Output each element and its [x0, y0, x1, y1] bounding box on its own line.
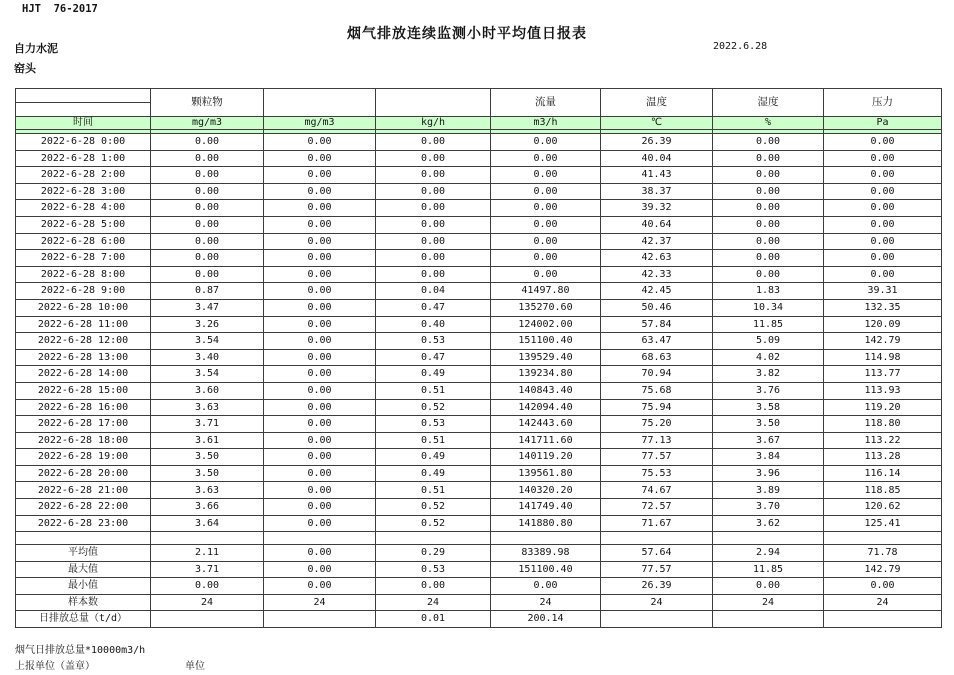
blank-cell: [376, 532, 491, 545]
header-time-lower-cell: [16, 103, 151, 117]
value-cell: 0.00: [264, 283, 376, 300]
value-cell: 0.00: [264, 333, 376, 350]
table-row: [16, 283, 942, 300]
table-row: [16, 366, 942, 383]
table-row: [16, 167, 942, 184]
value-cell: 0.40: [376, 316, 491, 333]
value-cell: 70.94: [601, 366, 713, 383]
value-cell: 3.71: [151, 416, 264, 433]
value-cell: 0.00: [264, 200, 376, 217]
unit-temp: ℃: [601, 117, 713, 130]
value-cell: 3.54: [151, 366, 264, 383]
value-cell: 77.57: [601, 449, 713, 466]
time-cell: 2022-6-28 3:00: [16, 183, 151, 200]
value-cell: 3.96: [713, 465, 824, 482]
value-cell: 0.00: [824, 216, 942, 233]
value-cell: 0.49: [376, 465, 491, 482]
value-cell: 0.00: [491, 150, 601, 167]
value-cell: 3.67: [713, 432, 824, 449]
unit-pm2: mg/m3: [264, 117, 376, 130]
value-cell: 0.00: [264, 515, 376, 532]
value-cell: 41.43: [601, 167, 713, 184]
time-cell: 2022-6-28 11:00: [16, 316, 151, 333]
value-cell: 3.82: [713, 366, 824, 383]
value-cell: 42.37: [601, 233, 713, 250]
table-row: [16, 449, 942, 466]
value-cell: 3.60: [151, 382, 264, 399]
summary-label-cell: 样本数: [16, 594, 151, 611]
time-cell: 2022-6-28 6:00: [16, 233, 151, 250]
value-cell: 113.28: [824, 449, 942, 466]
header-flow: 流量: [491, 89, 601, 117]
value-cell: 50.46: [601, 299, 713, 316]
summary-label-cell: 平均值: [16, 545, 151, 562]
header-blank-2: [376, 89, 491, 117]
value-cell: 0.00: [264, 250, 376, 267]
unit-rate: kg/h: [376, 117, 491, 130]
time-cell: 2022-6-28 10:00: [16, 299, 151, 316]
value-cell: 0.00: [491, 216, 601, 233]
value-cell: 0.00: [713, 167, 824, 184]
summary-value-cell: 0.01: [376, 611, 491, 628]
monitor-location: 窑头: [14, 62, 36, 75]
value-cell: 0.00: [713, 216, 824, 233]
value-cell: 0.00: [376, 266, 491, 283]
time-cell: 2022-6-28 5:00: [16, 216, 151, 233]
summary-value-cell: 0.53: [376, 561, 491, 578]
value-cell: 41497.80: [491, 283, 601, 300]
summary-row: [16, 594, 942, 611]
value-cell: 3.63: [151, 482, 264, 499]
value-cell: 75.53: [601, 465, 713, 482]
value-cell: 4.02: [713, 349, 824, 366]
value-cell: 0.00: [264, 349, 376, 366]
value-cell: 135270.60: [491, 299, 601, 316]
value-cell: 11.85: [713, 316, 824, 333]
report-date: 2022.6.28: [713, 41, 768, 52]
time-cell: 2022-6-28 19:00: [16, 449, 151, 466]
value-cell: 57.84: [601, 316, 713, 333]
value-cell: 0.00: [491, 250, 601, 267]
blank-cell: [264, 532, 376, 545]
value-cell: 75.20: [601, 416, 713, 433]
table-row: [16, 465, 942, 482]
summary-value-cell: 24: [601, 594, 713, 611]
value-cell: 139234.80: [491, 366, 601, 383]
value-cell: 10.34: [713, 299, 824, 316]
value-cell: 3.76: [713, 382, 824, 399]
value-cell: 141711.60: [491, 432, 601, 449]
value-cell: 0.00: [151, 167, 264, 184]
value-cell: 0.52: [376, 499, 491, 516]
value-cell: 0.00: [713, 233, 824, 250]
table-row: [16, 200, 942, 217]
summary-value-cell: 24: [376, 594, 491, 611]
summary-label-cell: 最大值: [16, 561, 151, 578]
company-name: 自力水泥: [14, 42, 58, 55]
table-row: [16, 482, 942, 499]
table-row: [16, 134, 942, 151]
time-cell: 2022-6-28 23:00: [16, 515, 151, 532]
doc-standard-code: HJT 76-2017: [22, 3, 98, 15]
value-cell: 3.89: [713, 482, 824, 499]
value-cell: 0.00: [824, 167, 942, 184]
value-cell: 0.00: [491, 183, 601, 200]
blank-row: [16, 532, 942, 545]
time-cell: 2022-6-28 17:00: [16, 416, 151, 433]
value-cell: 0.00: [491, 134, 601, 151]
value-cell: 0.00: [824, 266, 942, 283]
value-cell: 113.77: [824, 366, 942, 383]
value-cell: 0.00: [151, 183, 264, 200]
value-cell: 3.84: [713, 449, 824, 466]
value-cell: 151100.40: [491, 333, 601, 350]
value-cell: 0.00: [376, 216, 491, 233]
time-cell: 2022-6-28 12:00: [16, 333, 151, 350]
blank-cell: [16, 532, 151, 545]
value-cell: 0.47: [376, 299, 491, 316]
time-cell: 2022-6-28 15:00: [16, 382, 151, 399]
summary-label-cell: 日排放总量（t/d）: [16, 611, 151, 628]
summary-value-cell: 2.11: [151, 545, 264, 562]
value-cell: 0.00: [151, 250, 264, 267]
table-row: [16, 515, 942, 532]
value-cell: 0.00: [264, 449, 376, 466]
table-row: [16, 250, 942, 267]
value-cell: 3.50: [713, 416, 824, 433]
summary-value-cell: 24: [151, 594, 264, 611]
value-cell: 0.00: [713, 200, 824, 217]
value-cell: 142.79: [824, 333, 942, 350]
value-cell: 0.00: [264, 416, 376, 433]
summary-value-cell: 0.29: [376, 545, 491, 562]
value-cell: 77.13: [601, 432, 713, 449]
table-row: [16, 432, 942, 449]
report-table: [15, 88, 942, 628]
value-cell: 120.62: [824, 499, 942, 516]
value-cell: 3.61: [151, 432, 264, 449]
unit-pm: mg/m3: [151, 117, 264, 130]
summary-value-cell: 0.00: [376, 578, 491, 595]
value-cell: 0.00: [151, 233, 264, 250]
value-cell: 0.53: [376, 333, 491, 350]
unit-humidity: %: [713, 117, 824, 130]
time-cell: 2022-6-28 18:00: [16, 432, 151, 449]
value-cell: 0.49: [376, 449, 491, 466]
time-cell: 2022-6-28 13:00: [16, 349, 151, 366]
value-cell: 0.00: [264, 150, 376, 167]
value-cell: 40.04: [601, 150, 713, 167]
value-cell: 114.98: [824, 349, 942, 366]
value-cell: 74.67: [601, 482, 713, 499]
value-cell: 0.00: [824, 250, 942, 267]
value-cell: 0.00: [264, 382, 376, 399]
time-column-label: 时间: [16, 117, 151, 130]
unit-label: 单位: [185, 661, 205, 672]
value-cell: 39.32: [601, 200, 713, 217]
value-cell: 0.00: [376, 200, 491, 217]
value-cell: 0.00: [151, 150, 264, 167]
value-cell: 75.68: [601, 382, 713, 399]
table-row: [16, 416, 942, 433]
summary-value-cell: 83389.98: [491, 545, 601, 562]
summary-row: [16, 578, 942, 595]
value-cell: 140119.20: [491, 449, 601, 466]
value-cell: 0.00: [264, 299, 376, 316]
value-cell: 0.52: [376, 399, 491, 416]
summary-value-cell: 24: [264, 594, 376, 611]
header-time-upper-cell: [16, 89, 151, 103]
time-cell: 2022-6-28 1:00: [16, 150, 151, 167]
value-cell: 63.47: [601, 333, 713, 350]
value-cell: 0.51: [376, 382, 491, 399]
value-cell: 0.00: [824, 183, 942, 200]
time-cell: 2022-6-28 0:00: [16, 134, 151, 151]
value-cell: 118.85: [824, 482, 942, 499]
value-cell: 120.09: [824, 316, 942, 333]
value-cell: 0.00: [264, 183, 376, 200]
value-cell: 0.53: [376, 416, 491, 433]
value-cell: 132.35: [824, 299, 942, 316]
value-cell: 3.50: [151, 465, 264, 482]
value-cell: 118.80: [824, 416, 942, 433]
value-cell: 0.00: [264, 316, 376, 333]
time-cell: 2022-6-28 2:00: [16, 167, 151, 184]
value-cell: 0.00: [151, 134, 264, 151]
value-cell: 0.51: [376, 482, 491, 499]
value-cell: 0.00: [264, 216, 376, 233]
summary-value-cell: [824, 611, 942, 628]
value-cell: 3.54: [151, 333, 264, 350]
summary-value-cell: [264, 611, 376, 628]
header-temperature: 温度: [601, 89, 713, 117]
value-cell: 0.00: [824, 150, 942, 167]
blank-cell: [824, 532, 942, 545]
value-cell: 75.94: [601, 399, 713, 416]
unit-row: [16, 117, 942, 130]
table-row: [16, 183, 942, 200]
summary-value-cell: 151100.40: [491, 561, 601, 578]
value-cell: 0.00: [491, 200, 601, 217]
value-cell: 68.63: [601, 349, 713, 366]
value-cell: 3.58: [713, 399, 824, 416]
time-cell: 2022-6-28 9:00: [16, 283, 151, 300]
value-cell: 0.00: [376, 150, 491, 167]
value-cell: 0.00: [151, 266, 264, 283]
summary-value-cell: 0.00: [264, 545, 376, 562]
value-cell: 0.00: [491, 266, 601, 283]
summary-value-cell: 0.00: [264, 561, 376, 578]
table-row: [16, 150, 942, 167]
value-cell: 119.20: [824, 399, 942, 416]
value-cell: 113.93: [824, 382, 942, 399]
value-cell: 0.00: [376, 183, 491, 200]
header-pressure: 压力: [824, 89, 942, 117]
value-cell: 0.00: [491, 233, 601, 250]
value-cell: 42.45: [601, 283, 713, 300]
value-cell: 0.00: [824, 134, 942, 151]
value-cell: 0.00: [713, 134, 824, 151]
summary-value-cell: 26.39: [601, 578, 713, 595]
unit-pressure: Pa: [824, 117, 942, 130]
page-title: 烟气排放连续监测小时平均值日报表: [347, 26, 587, 42]
value-cell: 38.37: [601, 183, 713, 200]
value-cell: 3.47: [151, 299, 264, 316]
value-cell: 0.00: [264, 134, 376, 151]
value-cell: 0.00: [713, 150, 824, 167]
unit-flow: m3/h: [491, 117, 601, 130]
value-cell: 0.00: [713, 266, 824, 283]
value-cell: 124002.00: [491, 316, 601, 333]
summary-value-cell: 0.00: [264, 578, 376, 595]
value-cell: 42.63: [601, 250, 713, 267]
summary-value-cell: 24: [824, 594, 942, 611]
value-cell: 0.87: [151, 283, 264, 300]
value-cell: 40.64: [601, 216, 713, 233]
summary-value-cell: 24: [491, 594, 601, 611]
footnote-total-emission: 烟气日排放总量*10000m3/h: [15, 645, 146, 656]
report-table-wrapper: [15, 88, 942, 628]
header-blank-1: [264, 89, 376, 117]
value-cell: 0.00: [264, 233, 376, 250]
report-unit-stamp-label: 上报单位（盖章）: [15, 661, 95, 672]
value-cell: 3.50: [151, 449, 264, 466]
value-cell: 142094.40: [491, 399, 601, 416]
table-row: [16, 266, 942, 283]
summary-value-cell: 0.00: [491, 578, 601, 595]
value-cell: 125.41: [824, 515, 942, 532]
summary-value-cell: [601, 611, 713, 628]
value-cell: 72.57: [601, 499, 713, 516]
summary-value-cell: 0.00: [713, 578, 824, 595]
value-cell: 0.00: [376, 167, 491, 184]
table-row: [16, 233, 942, 250]
value-cell: 3.66: [151, 499, 264, 516]
value-cell: 0.00: [264, 465, 376, 482]
summary-value-cell: 142.79: [824, 561, 942, 578]
blank-cell: [713, 532, 824, 545]
summary-value-cell: 57.64: [601, 545, 713, 562]
value-cell: 0.00: [824, 233, 942, 250]
header-particulate: 颗粒物: [151, 89, 264, 117]
value-cell: 0.00: [264, 167, 376, 184]
summary-value-cell: 11.85: [713, 561, 824, 578]
value-cell: 0.52: [376, 515, 491, 532]
value-cell: 42.33: [601, 266, 713, 283]
value-cell: 3.40: [151, 349, 264, 366]
summary-row: [16, 611, 942, 628]
value-cell: 1.83: [713, 283, 824, 300]
value-cell: 0.00: [264, 432, 376, 449]
summary-row: [16, 561, 942, 578]
value-cell: 3.63: [151, 399, 264, 416]
value-cell: 39.31: [824, 283, 942, 300]
value-cell: 71.67: [601, 515, 713, 532]
summary-row: [16, 545, 942, 562]
value-cell: 0.00: [824, 200, 942, 217]
table-row: [16, 216, 942, 233]
value-cell: 0.51: [376, 432, 491, 449]
table-row: [16, 316, 942, 333]
value-cell: 0.00: [376, 250, 491, 267]
time-cell: 2022-6-28 21:00: [16, 482, 151, 499]
blank-cell: [601, 532, 713, 545]
value-cell: 0.00: [264, 266, 376, 283]
summary-value-cell: 24: [713, 594, 824, 611]
summary-value-cell: 3.71: [151, 561, 264, 578]
header-row-top: [16, 89, 942, 103]
value-cell: 113.22: [824, 432, 942, 449]
time-cell: 2022-6-28 22:00: [16, 499, 151, 516]
value-cell: 139529.40: [491, 349, 601, 366]
value-cell: 0.00: [151, 216, 264, 233]
value-cell: 0.00: [713, 250, 824, 267]
summary-value-cell: 2.94: [713, 545, 824, 562]
header-humidity: 湿度: [713, 89, 824, 117]
value-cell: 3.26: [151, 316, 264, 333]
value-cell: 0.04: [376, 283, 491, 300]
summary-value-cell: 77.57: [601, 561, 713, 578]
summary-value-cell: 200.14: [491, 611, 601, 628]
summary-value-cell: [713, 611, 824, 628]
value-cell: 0.49: [376, 366, 491, 383]
summary-value-cell: [151, 611, 264, 628]
blank-cell: [151, 532, 264, 545]
table-row: [16, 382, 942, 399]
value-cell: 0.00: [376, 134, 491, 151]
value-cell: 0.00: [151, 200, 264, 217]
value-cell: 0.00: [713, 183, 824, 200]
value-cell: 26.39: [601, 134, 713, 151]
table-row: [16, 333, 942, 350]
value-cell: 0.00: [264, 482, 376, 499]
summary-value-cell: 0.00: [151, 578, 264, 595]
table-row: [16, 399, 942, 416]
time-cell: 2022-6-28 7:00: [16, 250, 151, 267]
value-cell: 0.00: [264, 499, 376, 516]
value-cell: 0.47: [376, 349, 491, 366]
time-cell: 2022-6-28 14:00: [16, 366, 151, 383]
summary-value-cell: 71.78: [824, 545, 942, 562]
table-row: [16, 299, 942, 316]
value-cell: 139561.80: [491, 465, 601, 482]
time-cell: 2022-6-28 16:00: [16, 399, 151, 416]
blank-cell: [491, 532, 601, 545]
value-cell: 3.64: [151, 515, 264, 532]
value-cell: 116.14: [824, 465, 942, 482]
value-cell: 0.00: [264, 366, 376, 383]
value-cell: 141749.40: [491, 499, 601, 516]
value-cell: 142443.60: [491, 416, 601, 433]
summary-label-cell: 最小值: [16, 578, 151, 595]
value-cell: 3.70: [713, 499, 824, 516]
time-cell: 2022-6-28 20:00: [16, 465, 151, 482]
value-cell: 0.00: [376, 233, 491, 250]
value-cell: 141880.80: [491, 515, 601, 532]
value-cell: 3.62: [713, 515, 824, 532]
time-cell: 2022-6-28 4:00: [16, 200, 151, 217]
value-cell: 0.00: [264, 399, 376, 416]
table-row: [16, 349, 942, 366]
value-cell: 140320.20: [491, 482, 601, 499]
value-cell: 0.00: [491, 167, 601, 184]
table-row: [16, 499, 942, 516]
summary-value-cell: 0.00: [824, 578, 942, 595]
time-cell: 2022-6-28 8:00: [16, 266, 151, 283]
value-cell: 5.09: [713, 333, 824, 350]
value-cell: 140843.40: [491, 382, 601, 399]
